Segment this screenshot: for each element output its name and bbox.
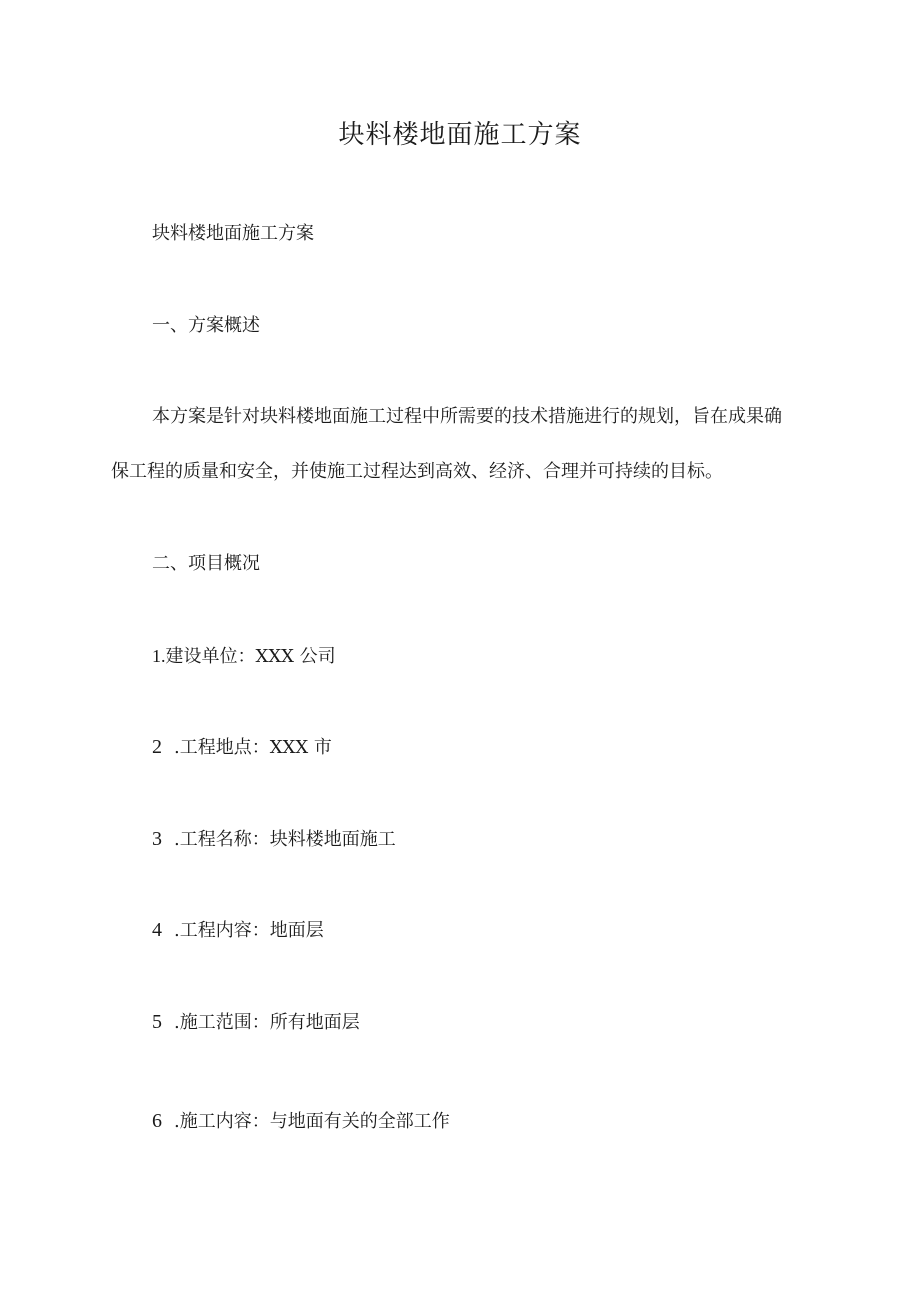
project-item-1 <box>152 642 336 671</box>
project-item-number: 4 <box>152 919 162 941</box>
project-item-number: 2 <box>152 736 162 758</box>
project-item-number: 1. <box>152 646 166 666</box>
project-item-number: 6 <box>152 1110 162 1132</box>
project-item-text: .工程内容：地面层 <box>174 920 324 941</box>
project-item-text: .施工范围：所有地面层 <box>174 1012 360 1033</box>
document-title: 块料楼地面施工方案 <box>338 120 582 150</box>
overview-paragraph-line-2: 保工程的质量和安全，并使施工过程达到高效、经济、合理并可持续的目标。 <box>111 461 723 482</box>
project-item-5 <box>152 1008 360 1037</box>
project-item-2 <box>152 733 332 762</box>
project-item-6 <box>152 1107 450 1136</box>
project-item-number: 5 <box>152 1011 162 1033</box>
overview-paragraph-line-1: 本方案是针对块料楼地面施工过程中所需要的技术措施进行的规划，旨在成果确 <box>152 406 782 427</box>
project-item-text: .工程地点：XXX 市 <box>174 737 332 758</box>
project-item-number: 3 <box>152 828 162 850</box>
section-heading-project: 二、项目概况 <box>152 553 260 574</box>
section-heading-overview: 一、方案概述 <box>152 315 260 336</box>
project-item-text: 建设单位：XXX 公司 <box>165 646 336 667</box>
project-item-text: .施工内容：与地面有关的全部工作 <box>174 1111 450 1132</box>
project-item-text: .工程名称：块料楼地面施工 <box>174 829 396 850</box>
project-item-3 <box>152 825 396 854</box>
document-subtitle: 块料楼地面施工方案 <box>152 223 314 244</box>
project-item-4 <box>152 916 324 945</box>
